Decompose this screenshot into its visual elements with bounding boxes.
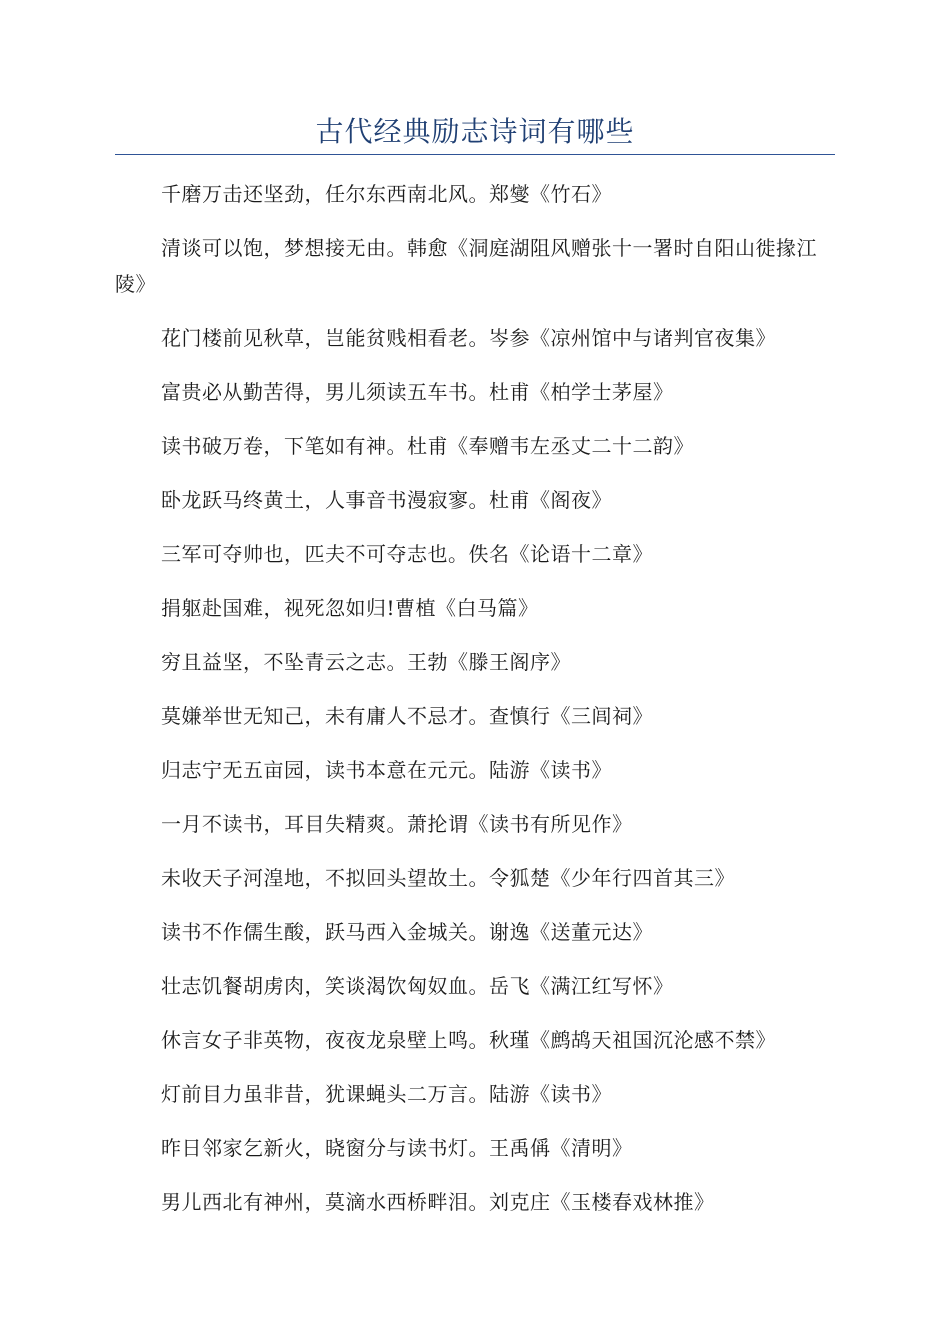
poem-line: 壮志饥餐胡虏肉，笑谈渴饮匈奴血。岳飞《满江红写怀》 [161, 974, 674, 998]
poem-line: 穷且益坚，不坠青云之志。王勃《滕王阁序》 [161, 650, 571, 674]
title-underline [115, 154, 835, 155]
poem-line: 男儿西北有神州，莫滴水西桥畔泪。刘克庄《玉楼春戏林推》 [161, 1190, 715, 1214]
poem-line: 捐躯赴国难，视死忽如归!曹植《白马篇》 [161, 596, 539, 620]
poem-list [115, 176, 835, 1238]
poem-line: 清谈可以饱，梦想接无由。韩愈《洞庭湖阻风赠张十一署时自阳山徙掾江陵》 [115, 236, 817, 296]
poem-line: 一月不读书，耳目失精爽。萧抡谓《读书有所见作》 [161, 812, 633, 836]
poem-line: 读书破万卷，下笔如有神。杜甫《奉赠韦左丞丈二十二韵》 [161, 434, 694, 458]
poem-line: 读书不作儒生酸，跃马西入金城关。谢逸《送董元达》 [161, 920, 653, 944]
poem-line: 未收天子河湟地，不拟回头望故土。令狐楚《少年行四首其三》 [161, 866, 735, 890]
page-title: 古代经典励志诗词有哪些 [315, 115, 635, 148]
poem-line: 花门楼前见秋草，岂能贫贱相看老。岑参《凉州馆中与诸判官夜集》 [161, 326, 776, 350]
poem-line: 灯前目力虽非昔，犹课蝇头二万言。陆游《读书》 [161, 1082, 612, 1106]
poem-line: 莫嫌举世无知己，未有庸人不忌才。查慎行《三闾祠》 [161, 704, 653, 728]
poem-line: 卧龙跃马终黄土，人事音书漫寂寥。杜甫《阁夜》 [161, 488, 612, 512]
poem-line: 归志宁无五亩园，读书本意在元元。陆游《读书》 [161, 758, 612, 782]
poem-line: 昨日邻家乞新火，晓窗分与读书灯。王禹偁《清明》 [161, 1136, 633, 1160]
poem-line: 千磨万击还坚劲，任尔东西南北风。郑燮《竹石》 [161, 182, 612, 206]
poem-line: 三军可夺帅也，匹夫不可夺志也。佚名《论语十二章》 [161, 542, 653, 566]
poem-line: 休言女子非英物，夜夜龙泉壁上鸣。秋瑾《鹧鸪天祖国沉沦感不禁》 [161, 1028, 776, 1052]
poem-line: 富贵必从勤苦得，男儿须读五车书。杜甫《柏学士茅屋》 [161, 380, 674, 404]
